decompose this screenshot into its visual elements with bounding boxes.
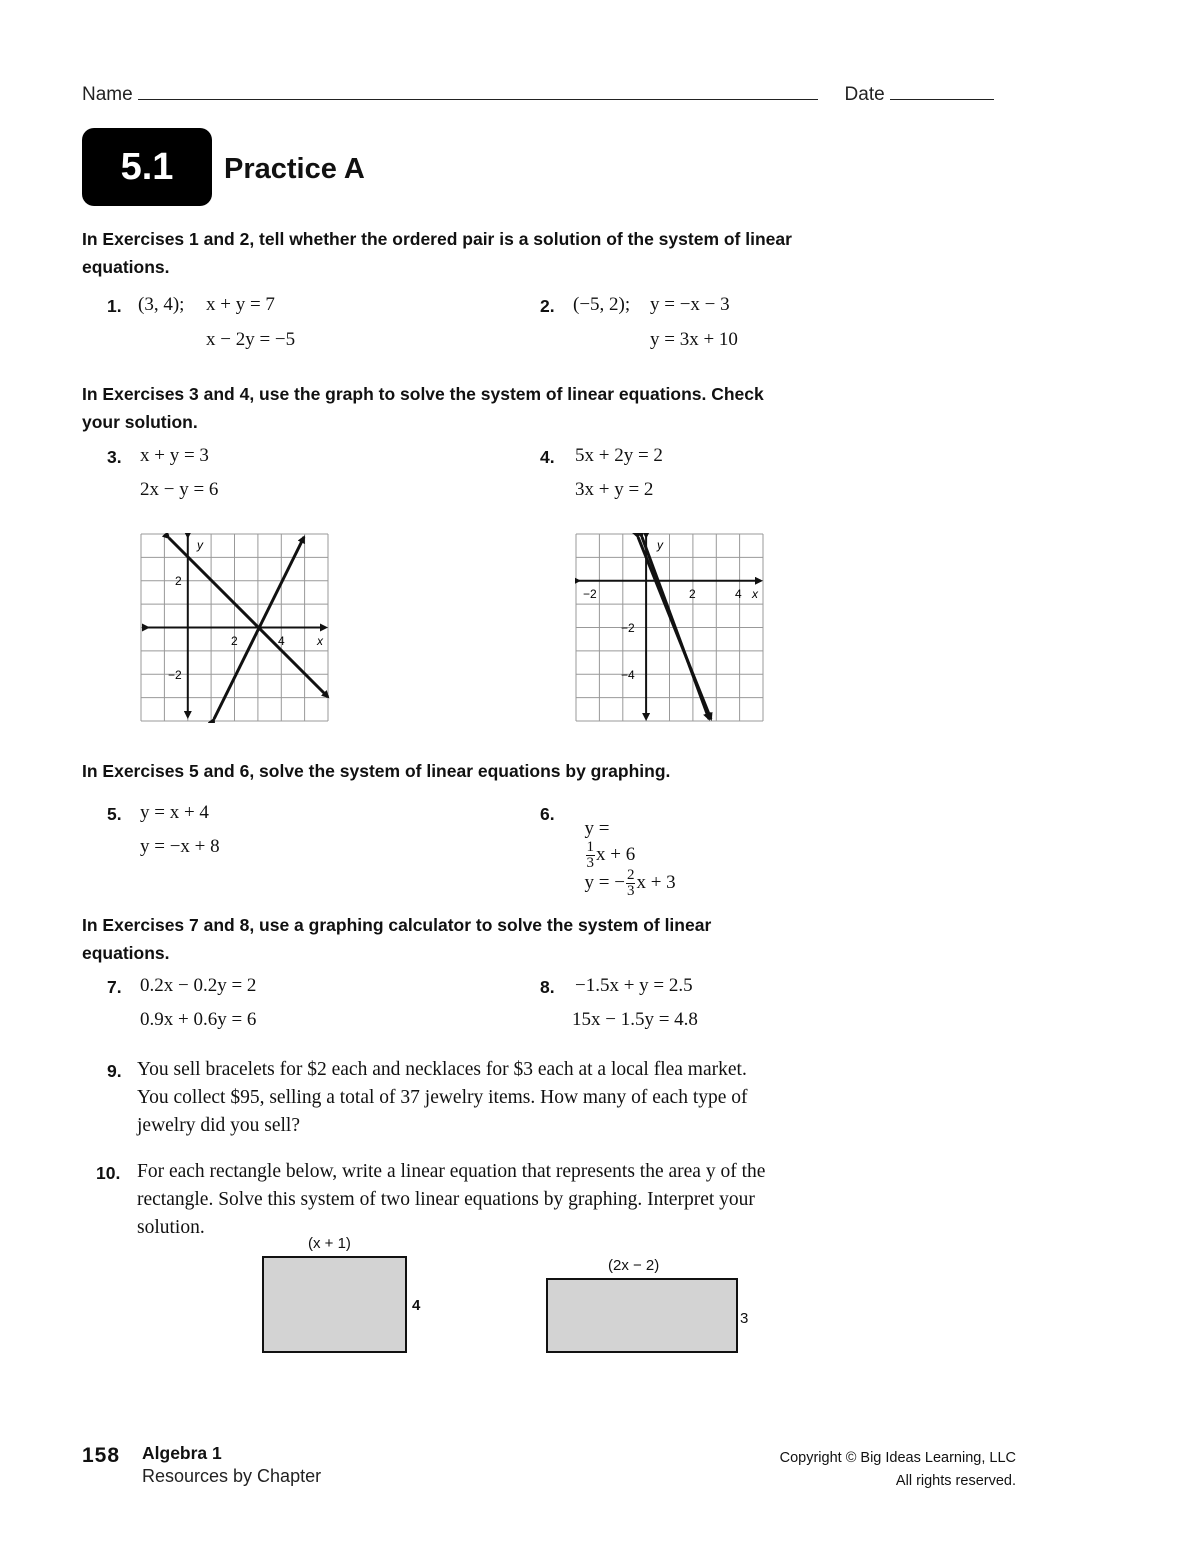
equation-lhs: y = − — [584, 871, 625, 893]
exercise-number: 7. — [107, 977, 122, 997]
copyright — [780, 1447, 1016, 1493]
equation: x − 2y = −5 — [206, 329, 296, 350]
text-line: You sell bracelets for $2 each and necklaces for $3 each at a local flea market. — [137, 1059, 747, 1080]
instruction-1: In Exercises 1 and 2, tell whether the ordered pair is a solution of the system of linear equations. — [82, 229, 792, 277]
section-number: 5.1 — [120, 145, 174, 188]
book-title: Algebra 1 — [142, 1443, 222, 1463]
equation: y = x + 4 — [140, 802, 209, 823]
exercise-number: 4. — [540, 447, 555, 467]
graph-exercise-3 — [140, 533, 332, 723]
tick-label: 2 — [689, 587, 696, 601]
exercise-number: 6. — [540, 804, 555, 824]
tick-label: 4 — [735, 587, 742, 601]
instruction-4: In Exercises 7 and 8, use a graphing calculator to solve the system of linear equations. — [82, 915, 712, 963]
page-title: Practice A — [224, 153, 365, 185]
equation: x + y = 7 — [206, 294, 275, 315]
exercise-number: 1. — [107, 296, 122, 316]
text-line: jewelry did you sell? — [137, 1115, 300, 1136]
text-line: solution. — [137, 1217, 205, 1238]
exercise-number: 3. — [107, 447, 122, 467]
exercise-number: 10. — [96, 1163, 121, 1183]
tick-label: −2 — [621, 621, 635, 635]
numerator: 2 — [626, 867, 635, 883]
numerator: 1 — [586, 839, 594, 855]
rectangle-2 — [546, 1278, 738, 1353]
ordered-pair: (−5, 2); — [573, 294, 631, 315]
equation-lhs: y = — [584, 818, 610, 839]
tick-label: 2 — [175, 574, 182, 588]
exercise-number: 8. — [540, 977, 555, 997]
grid — [576, 534, 763, 721]
name-label: Name — [82, 84, 133, 105]
fraction — [626, 868, 636, 899]
equation-with-fraction — [575, 843, 676, 899]
text-line: For each rectangle below, write a linear equation that represents the area y of the — [137, 1161, 766, 1182]
equation: x + y = 3 — [140, 445, 209, 466]
tick-label: 2 — [231, 634, 238, 648]
equation: 0.2x − 0.2y = 2 — [140, 975, 257, 996]
equation-rhs: x + 6 — [596, 843, 636, 865]
exercise-number: 2. — [540, 296, 555, 316]
instruction-2: In Exercises 3 and 4, use the graph to solve the system of linear equations. Check your solution. — [82, 384, 764, 432]
word-problem-10 — [137, 1158, 837, 1242]
instruction-3: In Exercises 5 and 6, solve the system of linear equations by graphing. — [82, 761, 671, 781]
rectangle-1-width-label: (x + 1) — [308, 1235, 351, 1252]
equation: −1.5x + y = 2.5 — [575, 975, 693, 996]
exercise-number: 5. — [107, 804, 122, 824]
equation-rhs: x + 3 — [636, 871, 676, 893]
equation: y = −x − 3 — [650, 294, 730, 315]
equation: 0.9x + 0.6y = 6 — [140, 1009, 257, 1030]
name-date-row — [82, 84, 994, 106]
word-problem-9 — [137, 1056, 837, 1140]
exercise-number: 9. — [107, 1061, 122, 1081]
denominator: 3 — [626, 883, 635, 899]
y-axis-label: y — [657, 538, 663, 552]
tick-label: 4 — [278, 634, 285, 648]
equation: y = 3x + 10 — [650, 329, 738, 350]
date-line[interactable] — [890, 99, 994, 100]
rights-text: All rights reserved. — [895, 1473, 1016, 1489]
book-subtitle: Resources by Chapter — [142, 1466, 322, 1486]
copyright-text: Copyright © Big Ideas Learning, LLC — [779, 1450, 1016, 1466]
graph-exercise-4 — [575, 533, 767, 723]
equation: 3x + y = 2 — [575, 479, 654, 500]
tick-label: −2 — [583, 587, 597, 601]
rectangle-2-height-label: 3 — [740, 1310, 749, 1327]
tick-label: −4 — [621, 668, 635, 682]
ordered-pair: (3, 4); — [138, 294, 185, 315]
equation: 5x + 2y = 2 — [575, 445, 663, 466]
rectangle-1-height-label: 4 — [412, 1297, 421, 1314]
text-line: You collect $95, selling a total of 37 jewelry items. How many of each type of — [137, 1087, 748, 1108]
equation: y = −x + 8 — [140, 836, 220, 857]
name-line[interactable] — [138, 99, 818, 100]
date-label: Date — [844, 84, 885, 105]
equation: 15x − 1.5y = 4.8 — [572, 1009, 698, 1030]
tick-label: −2 — [168, 668, 182, 682]
text-line: rectangle. Solve this system of two linear equations by graphing. Interpret your — [137, 1189, 755, 1210]
y-axis-label: y — [197, 538, 203, 552]
rectangle-2-width-label: (2x − 2) — [608, 1257, 660, 1274]
x-axis-label: x — [752, 587, 758, 601]
denominator: 3 — [586, 855, 594, 871]
section-badge — [82, 128, 212, 206]
rectangle-1 — [262, 1256, 407, 1353]
page-number: 158 — [82, 1444, 121, 1467]
equation: 2x − y = 6 — [140, 479, 219, 500]
x-axis-label: x — [317, 634, 323, 648]
